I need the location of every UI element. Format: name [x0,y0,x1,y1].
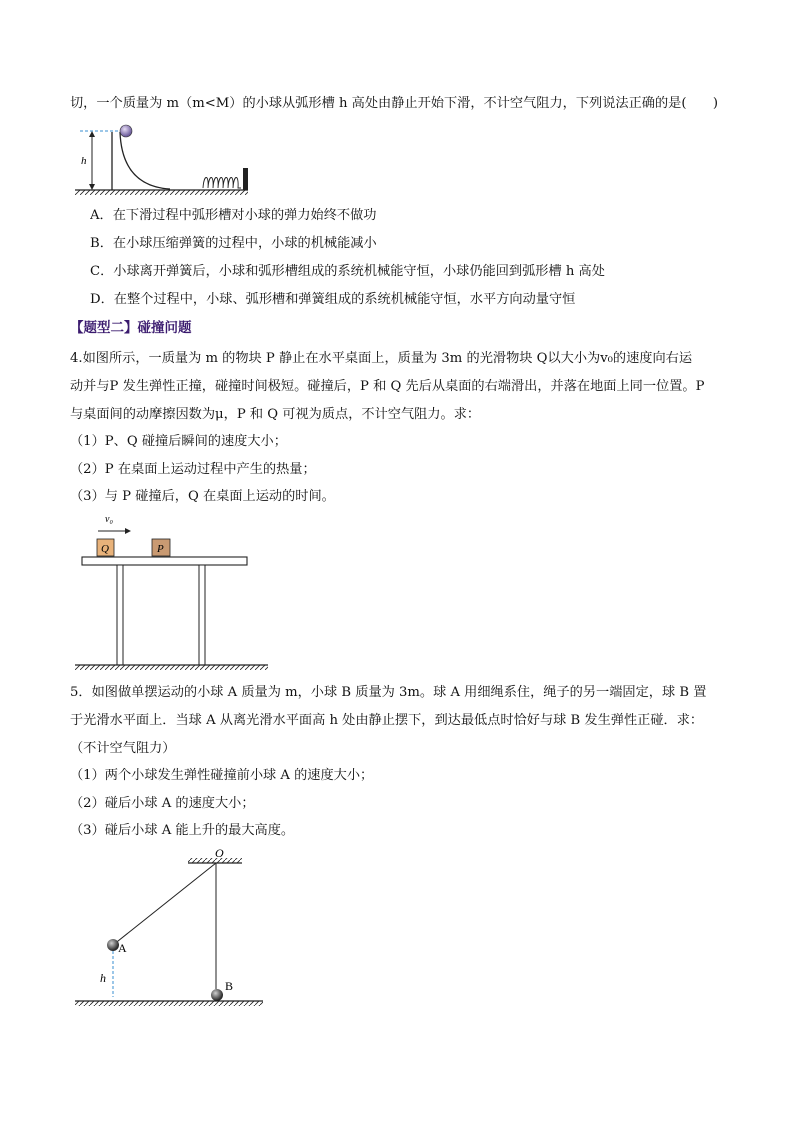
q5-line-1: 5．如图做单摆运动的小球 A 质量为 m，小球 B 质量为 3m。球 A 用细绳系住，绳子的另一端固定，球 B 置 [70,685,707,700]
q5-sub-3: （3）碰后小球 A 能上升的最大高度。 [70,823,295,838]
table-leg-right [199,565,205,665]
block-p-label: P [157,543,164,555]
block-q-label: Q [101,543,109,555]
q4-line-3: 与桌面间的动摩擦因数为μ，P 和 Q 可视为质点，不计空气阻力。求： [70,407,481,422]
spring-wall [243,168,248,190]
pivot-o-label: O [215,846,224,860]
q5-sub-2: （2）碰后小球 A 的速度大小； [70,796,255,811]
section-heading: 【题型二】碰撞问题 [70,320,192,336]
q4-figure [70,510,275,675]
arc-groove [120,132,170,189]
q3-option-d: D．在整个过程中，小球、弧形槽和弹簧组成的系统机械能守恒，水平方向动量守恒 [90,292,576,307]
string-a [113,863,216,945]
h-label: h [81,155,87,167]
table-leg-left [117,565,123,665]
q4-line-1: 4.如图所示，一质量为 m 的物块 P 静止在水平桌面上，质量为 3m 的光滑物块 Q以大小为v₀的速度向右运 [70,351,693,366]
q3-option-a: A．在下滑过程中弧形槽对小球的弹力始终不做功 [90,208,377,223]
q4-sub-3: （3）与 P 碰撞后，Q 在桌面上运动的时间。 [70,489,335,504]
v0-label: v₀ [105,514,113,525]
q4-sub-2: （2）P 在桌面上运动过程中产生的热量； [70,462,316,477]
q4-sub-1: （1）P、Q 碰撞后瞬间的速度大小； [70,434,287,449]
q4-line-2: 动并与P 发生弹性正撞，碰撞时间极短。碰撞后，P 和 Q 先后从桌面的右端滑出，并落在地面上同一位置。P [70,379,705,394]
ball-b-label: B [225,979,234,993]
q3-figure [70,120,260,200]
q5-figure [70,845,270,1015]
ball [120,125,132,137]
q3-option-c: C．小球离开弹簧后，小球和弧形槽组成的系统机械能守恒，小球仍能回到弧形槽 h 高处 [90,264,605,279]
q5-sub-1: （1）两个小球发生弹性碰撞前小球 A 的速度大小； [70,768,374,783]
q5-line-3: （不计空气阻力） [70,741,176,756]
spring [203,178,241,189]
table-top [82,557,247,565]
ball-b [211,989,223,1001]
h-label: h [100,971,106,985]
q3-option-b: B．在小球压缩弹簧的过程中，小球的机械能减小 [90,236,377,251]
ball-a-label: A [118,941,127,955]
q5-line-2: 于光滑水平面上．当球 A 从离光滑水平面高 h 处由静止摆下，到达最低点时恰好与球 B 发生弹性正碰．求： [70,713,704,728]
q3-stem: 切，一个质量为 m（m<M）的小球从弧形槽 h 高处由静止开始下滑，不计空气阻力，下列说法正确的是( ) [70,96,718,111]
